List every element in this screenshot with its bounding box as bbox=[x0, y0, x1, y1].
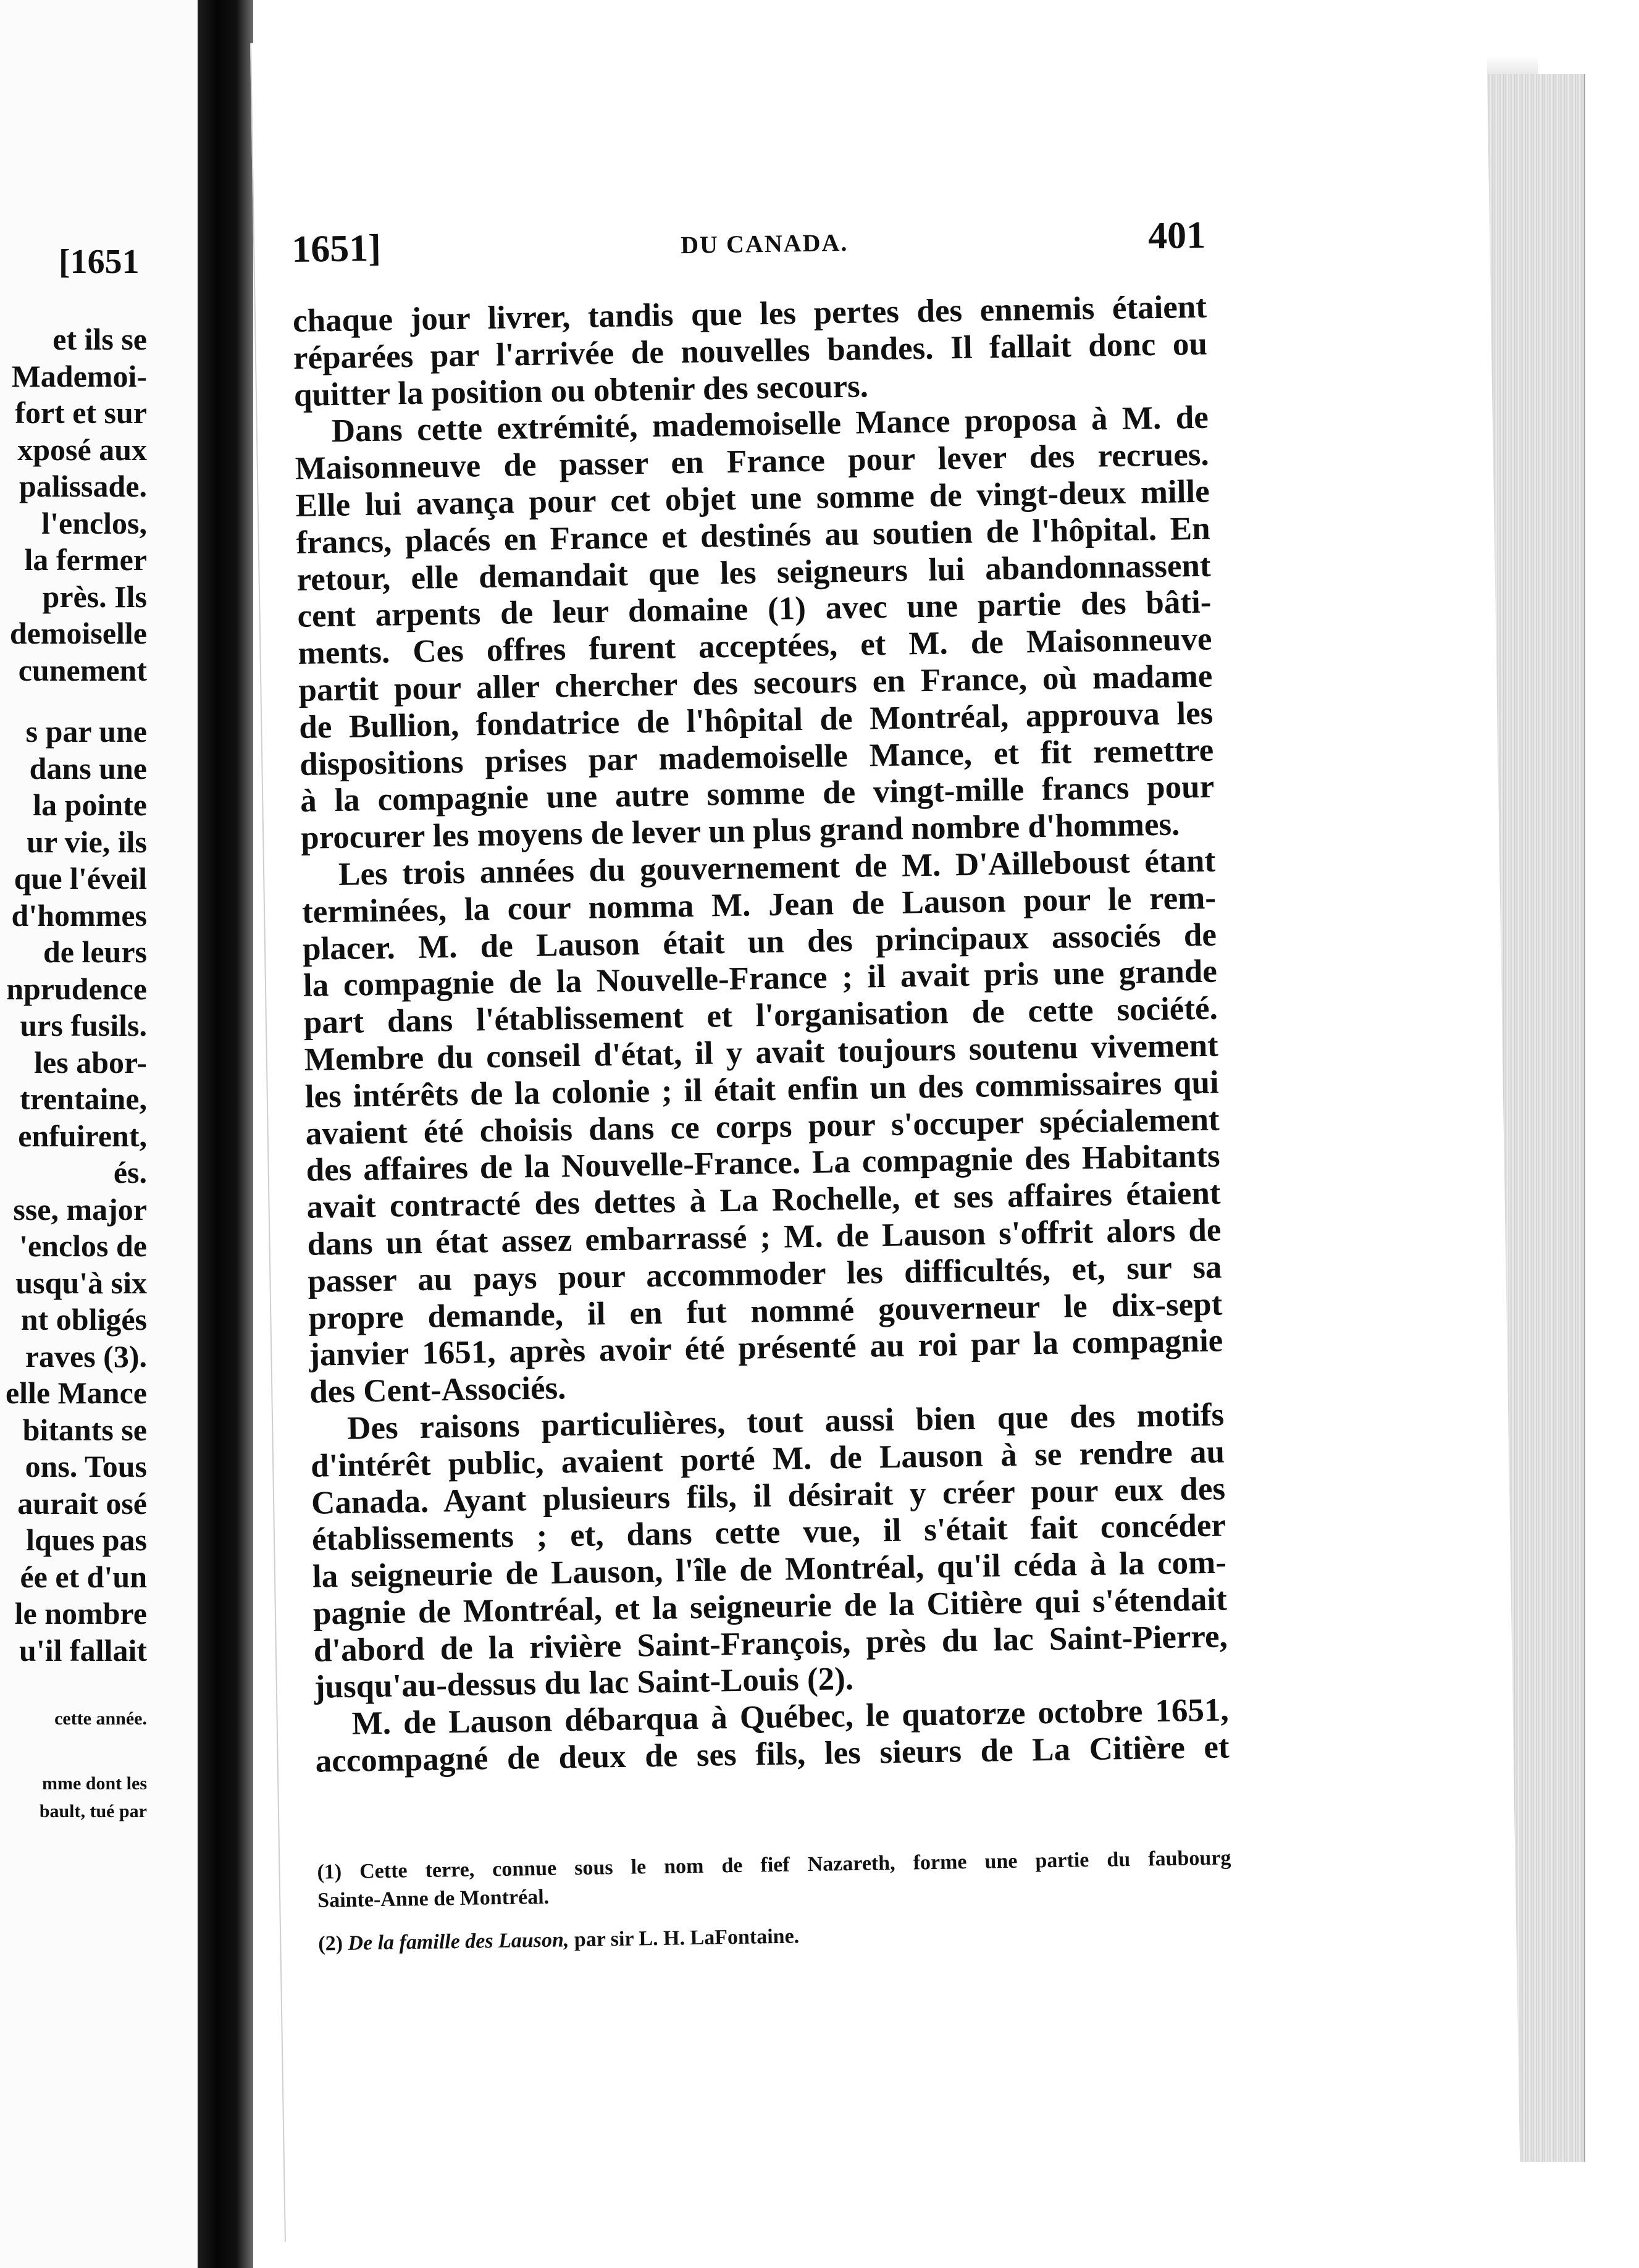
body-line: propre demande, il en fut nommé gouverneur le dix-sept bbox=[308, 1286, 1223, 1337]
body-line: chaque jour livrer, tandis que les pertes des ennemis étaient bbox=[292, 288, 1207, 339]
body-line: quitter la position ou obtenir des secours. bbox=[293, 368, 869, 413]
left-page-line: urs fusils. bbox=[20, 1008, 147, 1043]
left-page-line: trentaine, bbox=[20, 1082, 147, 1116]
left-page-header: [1651 bbox=[59, 243, 140, 281]
body-line: part dans l'établissement et l'organisation de cette société. bbox=[303, 990, 1218, 1041]
body-line: avaient été choisis dans ce corps pour s'occuper spécialement bbox=[305, 1101, 1220, 1152]
left-page-line: dans une bbox=[29, 750, 147, 786]
left-page-line: s par une bbox=[25, 714, 147, 749]
left-page-line: d'hommes bbox=[11, 897, 147, 933]
body-line: jusqu'au-dessus du lac Saint-Louis (2). bbox=[314, 1661, 854, 1706]
left-page-line: Mademoi- bbox=[11, 358, 147, 393]
left-page-line: elle Mance bbox=[5, 1376, 147, 1410]
left-page-line: nprudence bbox=[6, 971, 147, 1006]
left-page-line: les abor- bbox=[34, 1044, 147, 1080]
left-page-footnote-line: cette année. bbox=[54, 1708, 147, 1729]
left-page-paragraph-gap bbox=[6, 689, 147, 713]
left-page-line: 'enclos de bbox=[19, 1228, 147, 1263]
footnotes bbox=[317, 1844, 1232, 1958]
body-line: Des raisons particulières, tout aussi bien que des motifs bbox=[346, 1396, 1225, 1447]
body-line: de Bullion, fondatrice de l'hôpital de Montréal, approuva les bbox=[298, 695, 1214, 746]
body-text bbox=[293, 289, 1230, 1781]
left-page-line: fort et sur bbox=[15, 395, 147, 430]
left-page-line: le nombre bbox=[14, 1596, 147, 1631]
left-facing-page bbox=[0, 0, 204, 2268]
footnote-1-line-1: (1) Cette terre, connue sous le nom de fief Nazareth, forme une partie du faubourg bbox=[317, 1846, 1231, 1884]
left-page-line: aurait osé bbox=[17, 1485, 147, 1521]
running-title: DU CANADA. bbox=[680, 228, 849, 259]
right-page bbox=[250, 24, 1521, 2242]
body-line: cent arpents de leur domaine (1) avec une partie des bâti- bbox=[297, 584, 1212, 635]
body-line: à la compagnie une autre somme de vingt-mille francs pour bbox=[300, 768, 1215, 820]
left-page-line: ée et d'un bbox=[20, 1559, 147, 1594]
body-line: Dans cette extrémité, mademoiselle Mance proposa à M. de bbox=[331, 400, 1209, 450]
body-line: dispositions prises par mademoiselle Mance, et fit remettre bbox=[299, 732, 1214, 783]
body-line: partit pour aller chercher des secours en France, où madame bbox=[298, 658, 1213, 708]
footnote-1-line-2: Sainte-Anne de Montréal. bbox=[317, 1885, 550, 1912]
left-page-line: ons. Tous bbox=[25, 1449, 147, 1484]
left-page-line: xposé aux bbox=[17, 432, 147, 467]
book-gutter bbox=[198, 0, 253, 2268]
left-page-line: palissade. bbox=[19, 469, 147, 503]
body-line: d'abord de la rivière Saint-François, près du lac Saint-Pierre, bbox=[313, 1618, 1228, 1669]
body-line: procurer les moyens de lever un plus grand nombre d'hommes. bbox=[300, 806, 1180, 857]
body-line: Maisonneuve de passer en France pour lever des recrues. bbox=[295, 436, 1210, 487]
left-page-line: bitants se bbox=[22, 1412, 147, 1447]
page-header bbox=[291, 214, 1206, 277]
left-page-line: ur vie, ils bbox=[27, 824, 147, 859]
left-page-line: enfuirent, bbox=[18, 1118, 147, 1153]
left-page-line: u'il fallait bbox=[19, 1632, 147, 1668]
body-line: réparées par l'arrivée de nouvelles bandes. Il fallait donc ou bbox=[293, 326, 1208, 376]
left-page-line: la pointe bbox=[33, 788, 147, 822]
left-page-footnote-fragments bbox=[40, 1705, 147, 1825]
body-line: janvier 1651, après avoir été présenté au roi par la compagnie bbox=[308, 1322, 1223, 1374]
body-line: accompagné de deux de ses fils, les sieurs de La Citière et bbox=[315, 1729, 1230, 1779]
left-page-text-fragments bbox=[6, 321, 147, 1669]
body-line: francs, placés en France et destinés au soutien de l'hôpital. En bbox=[296, 510, 1210, 561]
body-line: terminées, la cour nomma M. Jean de Lauson pour le rem- bbox=[301, 880, 1217, 930]
body-line: dans un état assez embarrassé ; M. de Lauson s'offrit alors de bbox=[307, 1212, 1222, 1262]
body-line: établissements ; et, dans cette vue, il s'était fait concéder bbox=[311, 1507, 1226, 1558]
body-line: avait contracté des dettes à La Rochelle, et ses affaires étaient bbox=[306, 1175, 1221, 1225]
left-page-line: de leurs bbox=[43, 934, 147, 969]
body-line: Membre du conseil d'état, il y avait toujours soutenu vivement bbox=[304, 1027, 1219, 1078]
left-page-line: nt obligés bbox=[20, 1302, 147, 1337]
left-page-line: raves (3). bbox=[25, 1338, 147, 1374]
body-line: des Cent-Associés. bbox=[309, 1370, 566, 1410]
left-page-footnote-line: bault, tué par bbox=[39, 1801, 147, 1821]
left-page-line: la fermer bbox=[24, 542, 147, 577]
footnote-2-title: De la famille des Lauson, bbox=[348, 1928, 569, 1955]
body-line: Canada. Ayant plusieurs fils, il désirait y créer pour eux des bbox=[311, 1470, 1226, 1521]
body-line: passer au pays pour accommoder les difficultés, et, sur sa bbox=[308, 1249, 1222, 1300]
left-page-line: près. Ils bbox=[42, 579, 147, 614]
footnote-2-author: par sir L. H. LaFontaine. bbox=[569, 1925, 800, 1952]
body-line: les intérêts de la colonie ; il était enfin un des commissaires qui bbox=[304, 1064, 1220, 1115]
left-page-line: cunement bbox=[18, 652, 147, 687]
body-line: pagnie de Montréal, et la seigneurie de la Citière qui s'étendait bbox=[312, 1581, 1228, 1632]
body-line: la seigneurie de Lauson, l'île de Montréal, qu'il céda à la com- bbox=[312, 1544, 1227, 1595]
body-line: des affaires de la Nouvelle-France. La compagnie des Habitants bbox=[306, 1138, 1220, 1189]
left-page-line: demoiselle bbox=[9, 616, 147, 650]
body-line: d'intérêt public, avaient porté M. de Lauson à se rendre au bbox=[310, 1434, 1225, 1484]
left-page-line: lques pas bbox=[26, 1522, 147, 1557]
left-page-line: et ils se bbox=[52, 322, 147, 356]
left-page-line: que l'éveil bbox=[14, 861, 147, 896]
body-line: Les trois années du gouvernement de M. D'Ailleboust étant bbox=[338, 842, 1216, 892]
body-line: la compagnie de la Nouvelle-France ; il avait pris une grande bbox=[303, 953, 1218, 1004]
body-line: Elle lui avança pour cet objet une somme de vingt-deux mille bbox=[295, 473, 1210, 524]
left-page-footnote-line: mme dont les bbox=[42, 1773, 147, 1794]
left-page-line: és. bbox=[113, 1155, 147, 1190]
page-number: 401 bbox=[1147, 214, 1206, 258]
body-line: placer. M. de Lauson était un des principaux associés de bbox=[302, 917, 1217, 967]
header-year: 1651] bbox=[291, 227, 382, 271]
left-page-line: sse, major bbox=[13, 1191, 147, 1227]
left-page-line: usqu'à six bbox=[15, 1265, 147, 1300]
body-line: ments. Ces offres furent acceptées, et M. de Maisonneuve bbox=[298, 621, 1212, 672]
footnote-2-marker: (2) bbox=[318, 1931, 348, 1955]
body-line: M. de Lauson débarqua à Québec, le quatorze octobre 1651, bbox=[351, 1692, 1230, 1742]
left-page-line: l'enclos, bbox=[41, 505, 147, 540]
body-line: retour, elle demandait que les seigneurs lui abandonnassent bbox=[296, 547, 1211, 598]
